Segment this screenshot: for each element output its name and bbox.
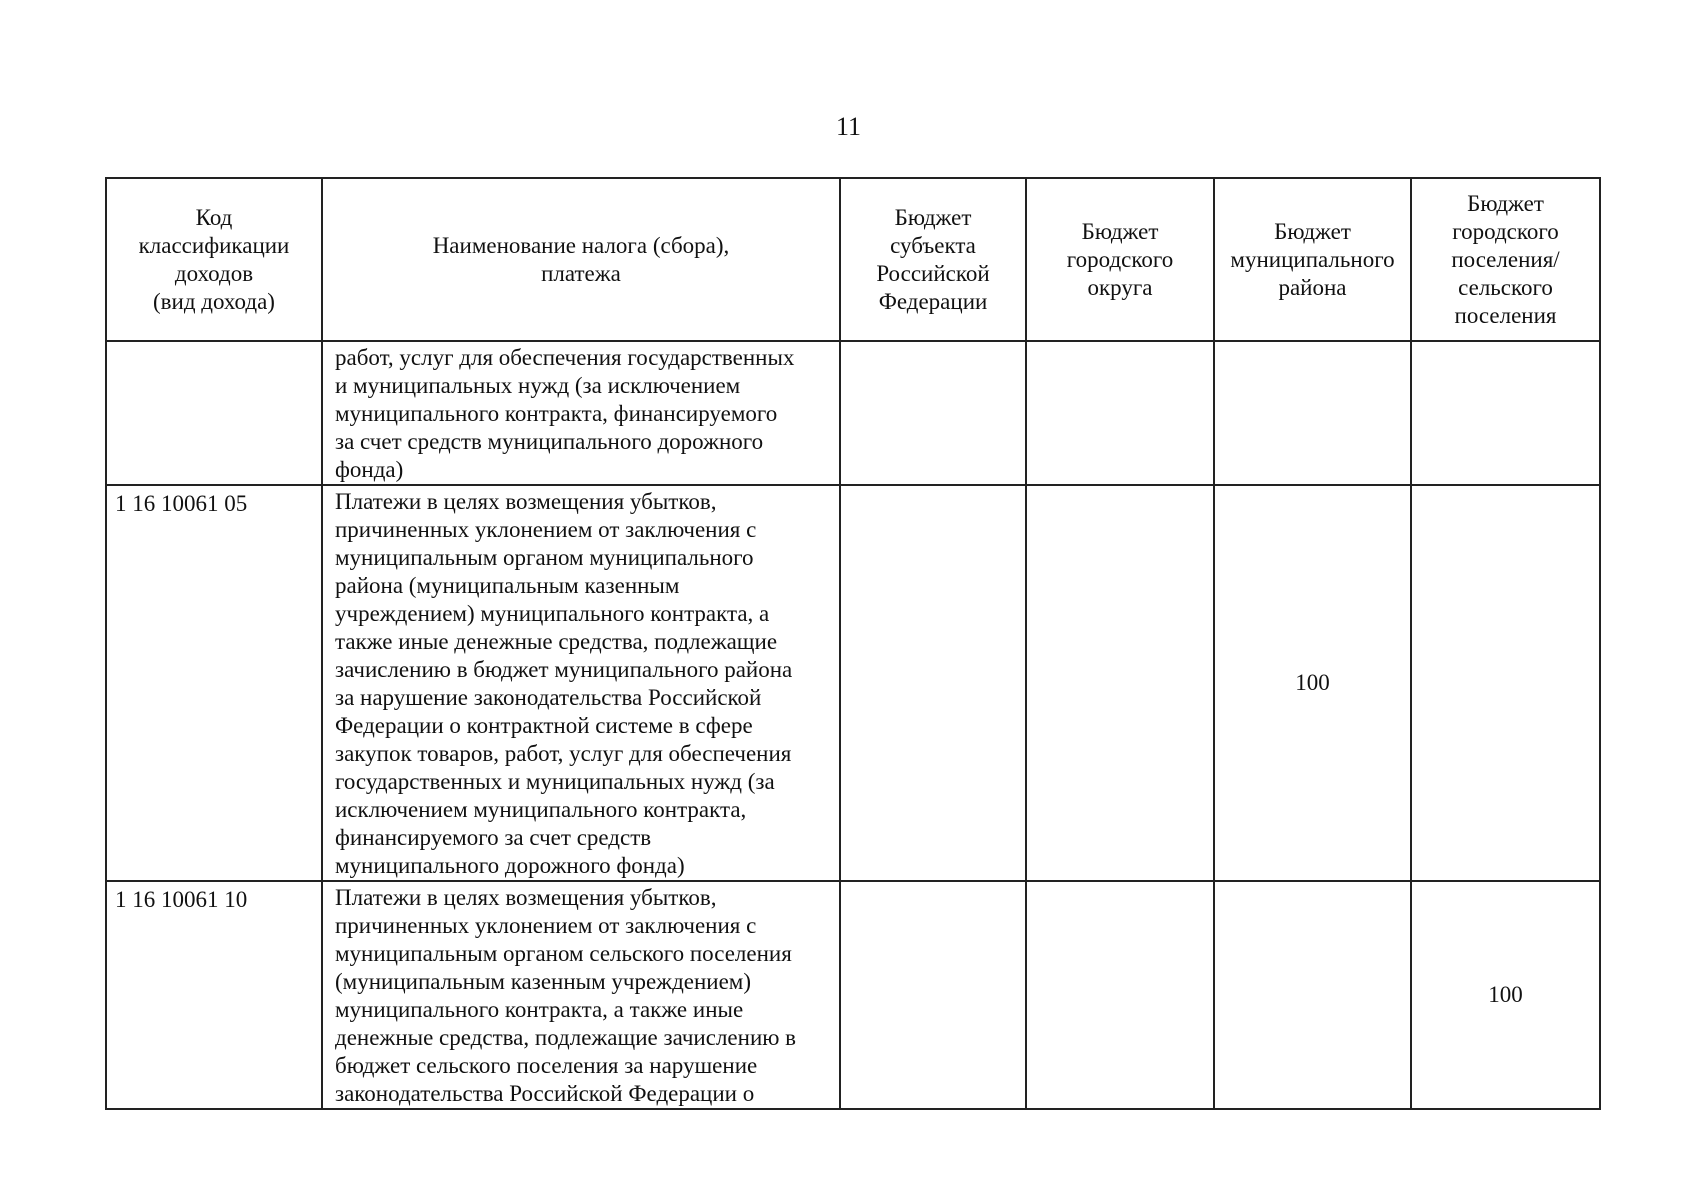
row-name: работ, услуг для обеспечения государственных и муниципальных нужд (за исключением муниципального контракта, финансируемого за счет средств муниципального дорожного фонда) bbox=[322, 341, 840, 485]
row-subject-budget bbox=[840, 881, 1026, 1109]
revenue-distribution-table bbox=[105, 177, 1601, 1110]
row-city-district bbox=[1026, 881, 1214, 1109]
row-code bbox=[106, 341, 322, 485]
table-header-row bbox=[106, 178, 1600, 341]
row-municipal-district: 100 bbox=[1214, 485, 1411, 881]
row-code: 1 16 10061 05 bbox=[106, 485, 322, 881]
header-subject-budget: Бюджет субъекта Российской Федерации bbox=[840, 178, 1026, 341]
row-code: 1 16 10061 10 bbox=[106, 881, 322, 1109]
row-name: Платежи в целях возмещения убытков, причиненных уклонением от заключения с муниципальным органом муниципального района (муниципальным казенным учреждением) муниципального контракта, а также иные денежные средства, подлежащие зачислению в бюджет муниципального района за нарушение законодательства Российской Федерации о контрактной системе в сфере закупок товаров, работ, услуг для обеспечения государственных и муниципальных нужд (за исключением муниципального контракта, финансируемого за счет средств муниципального дорожного фонда) bbox=[322, 485, 840, 881]
row-municipal-district bbox=[1214, 341, 1411, 485]
table-row bbox=[106, 881, 1600, 1109]
row-name: Платежи в целях возмещения убытков, причиненных уклонением от заключения с муниципальным органом сельского поселения (муниципальным казенным учреждением) муниципального контракта, а также иные денежные средства, подлежащие зачислению в бюджет сельского поселения за нарушение законодательства Российской Федерации о bbox=[322, 881, 840, 1109]
header-code: Код классификации доходов (вид дохода) bbox=[106, 178, 322, 341]
row-subject-budget bbox=[840, 485, 1026, 881]
header-municipal-district-budget: Бюджет муниципального района bbox=[1214, 178, 1411, 341]
header-city-district-budget: Бюджет городского округа bbox=[1026, 178, 1214, 341]
page-number: 11 bbox=[835, 112, 862, 141]
header-settlement-budget: Бюджет городского поселения/ сельского поселения bbox=[1411, 178, 1600, 341]
row-city-district bbox=[1026, 485, 1214, 881]
row-settlement: 100 bbox=[1411, 881, 1600, 1109]
row-settlement bbox=[1411, 485, 1600, 881]
row-settlement bbox=[1411, 341, 1600, 485]
row-city-district bbox=[1026, 341, 1214, 485]
row-municipal-district bbox=[1214, 881, 1411, 1109]
header-name: Наименование налога (сбора), платежа bbox=[322, 178, 840, 341]
row-subject-budget bbox=[840, 341, 1026, 485]
table-row bbox=[106, 341, 1600, 485]
table-row bbox=[106, 485, 1600, 881]
